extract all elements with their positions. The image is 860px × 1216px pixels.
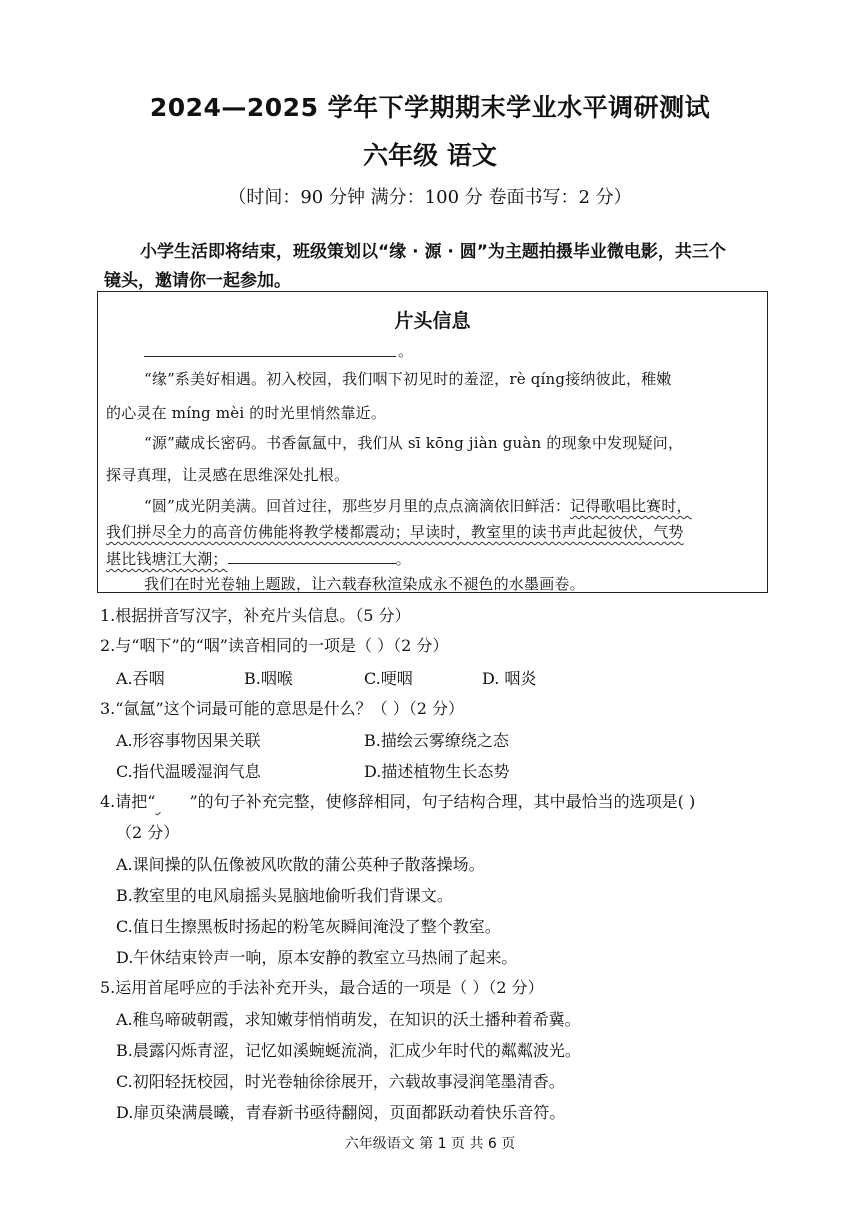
fill-blank-period: 。 bbox=[395, 550, 411, 568]
q4-wavy-blank bbox=[155, 792, 189, 811]
q4-stem-end: ”的句子补充完整，使修辞相同，句子结构合理，其中最恰当的选项是( ) bbox=[189, 792, 696, 811]
q3-option-b[interactable]: B.描绘云雾缭绕之态 bbox=[364, 731, 509, 750]
title-blank-line bbox=[144, 356, 396, 357]
fill-blank-line bbox=[228, 563, 396, 564]
q4-option-a[interactable]: A.课间操的队伍像被风吹散的蒲公英种子散落操场。 bbox=[116, 855, 485, 874]
page-footer: 六年级语文 第 1 页 共 6 页 bbox=[344, 1136, 516, 1152]
info-line-5-plain: “圆”成光阴美满。回首过往，那些岁月里的点点滴滴依旧鲜活： bbox=[144, 497, 571, 515]
info-line-7-wavy: 堪比钱塘江大潮； bbox=[106, 550, 228, 568]
q2-option-d[interactable]: D. 咽炎 bbox=[482, 669, 537, 688]
info-line-1: “缘”系美好相遇。初入校园，我们咽下初见时的羞涩，rè qíng接纳彼此，稚嫩 bbox=[144, 370, 672, 388]
q4-option-b[interactable]: B.教室里的电风扇摇头晃脑地偷听我们背课文。 bbox=[116, 886, 453, 905]
q4-stem-start: 4.请把“ bbox=[100, 792, 156, 811]
question-2: 2.与“咽下”的“咽”读音相同的一项是（ ）（2 分） bbox=[100, 636, 449, 655]
question-3: 3.“氤氲”这个词最可能的意思是什么？（ ）（2 分） bbox=[100, 699, 464, 718]
q2-option-a[interactable]: A.吞咽 bbox=[116, 669, 165, 688]
q2-option-c[interactable]: C.哽咽 bbox=[364, 669, 413, 688]
info-line-5-wavy: 记得歌唱比赛时， bbox=[570, 497, 692, 515]
q4-option-c[interactable]: C.值日生擦黑板时扬起的粉笔灰瞬间淹没了整个教室。 bbox=[116, 917, 501, 936]
question-1: 1.根据拼音写汉字，补充片头信息。（5 分） bbox=[100, 606, 411, 625]
q5-option-c[interactable]: C.初阳轻抚校园，时光卷轴徐徐展开，六载故事浸润笔墨清香。 bbox=[116, 1072, 565, 1091]
info-line-2: 的心灵在 míng mèi 的时光里悄然靠近。 bbox=[106, 404, 387, 422]
info-line-5 bbox=[144, 495, 692, 516]
info-line-6: 我们拼尽全力的高音仿佛能将教学楼都震动；早读时，教室里的读书声此起彼伏，气势 bbox=[106, 523, 684, 541]
info-box-title: 片头信息 bbox=[394, 310, 471, 332]
exam-meta: （时间：90 分钟 满分：100 分 卷面书写：2 分） bbox=[228, 187, 632, 208]
exam-subtitle: 六年级 语文 bbox=[363, 141, 497, 170]
intro-line-2: 镜头，邀请你一起参加。 bbox=[104, 271, 291, 291]
question-4 bbox=[100, 789, 695, 812]
q3-option-a[interactable]: A.形容事物因果关联 bbox=[116, 731, 261, 750]
question-4-score: （2 分） bbox=[116, 823, 180, 842]
title-blank-period: 。 bbox=[398, 342, 414, 360]
info-line-3: “源”藏成长密码。书香氤氲中，我们从 sī kōng jiàn guàn 的现象中发现疑问， bbox=[144, 434, 684, 452]
q5-option-a[interactable]: A.稚鸟啼破朝霞，求知嫩芽悄悄萌发，在知识的沃土播种着希冀。 bbox=[116, 1010, 581, 1029]
q5-option-b[interactable]: B.晨露闪烁青涩，记忆如溪蜿蜒流淌，汇成少年时代的粼粼波光。 bbox=[116, 1041, 581, 1060]
q5-option-d[interactable]: D.扉页染满晨曦，青春新书亟待翻阅，页面都跃动着快乐音符。 bbox=[116, 1103, 566, 1122]
info-line-4: 探寻真理，让灵感在思维深处扎根。 bbox=[106, 466, 350, 484]
info-line-7 bbox=[106, 548, 411, 569]
q2-option-b[interactable]: B.咽喉 bbox=[244, 669, 293, 688]
intro-line-1: 小学生活即将结束，班级策划以“缘 · 源 · 圆”为主题拍摄毕业微电影，共三个 bbox=[140, 242, 726, 262]
question-5: 5.运用首尾呼应的手法补充开头，最合适的一项是（ ）（2 分） bbox=[100, 978, 544, 997]
q3-option-d[interactable]: D.描述植物生长态势 bbox=[364, 762, 510, 781]
q3-option-c[interactable]: C.指代温暖湿润气息 bbox=[116, 762, 261, 781]
exam-title: 2024—2025 学年下学期期末学业水平调研测试 bbox=[149, 93, 711, 122]
info-line-8: 我们在时光卷轴上题跋，让六载春秋渲染成永不褪色的水墨画卷。 bbox=[144, 575, 585, 593]
q4-option-d[interactable]: D.午休结束铃声一响，原本安静的教室立马热闹了起来。 bbox=[116, 948, 518, 967]
